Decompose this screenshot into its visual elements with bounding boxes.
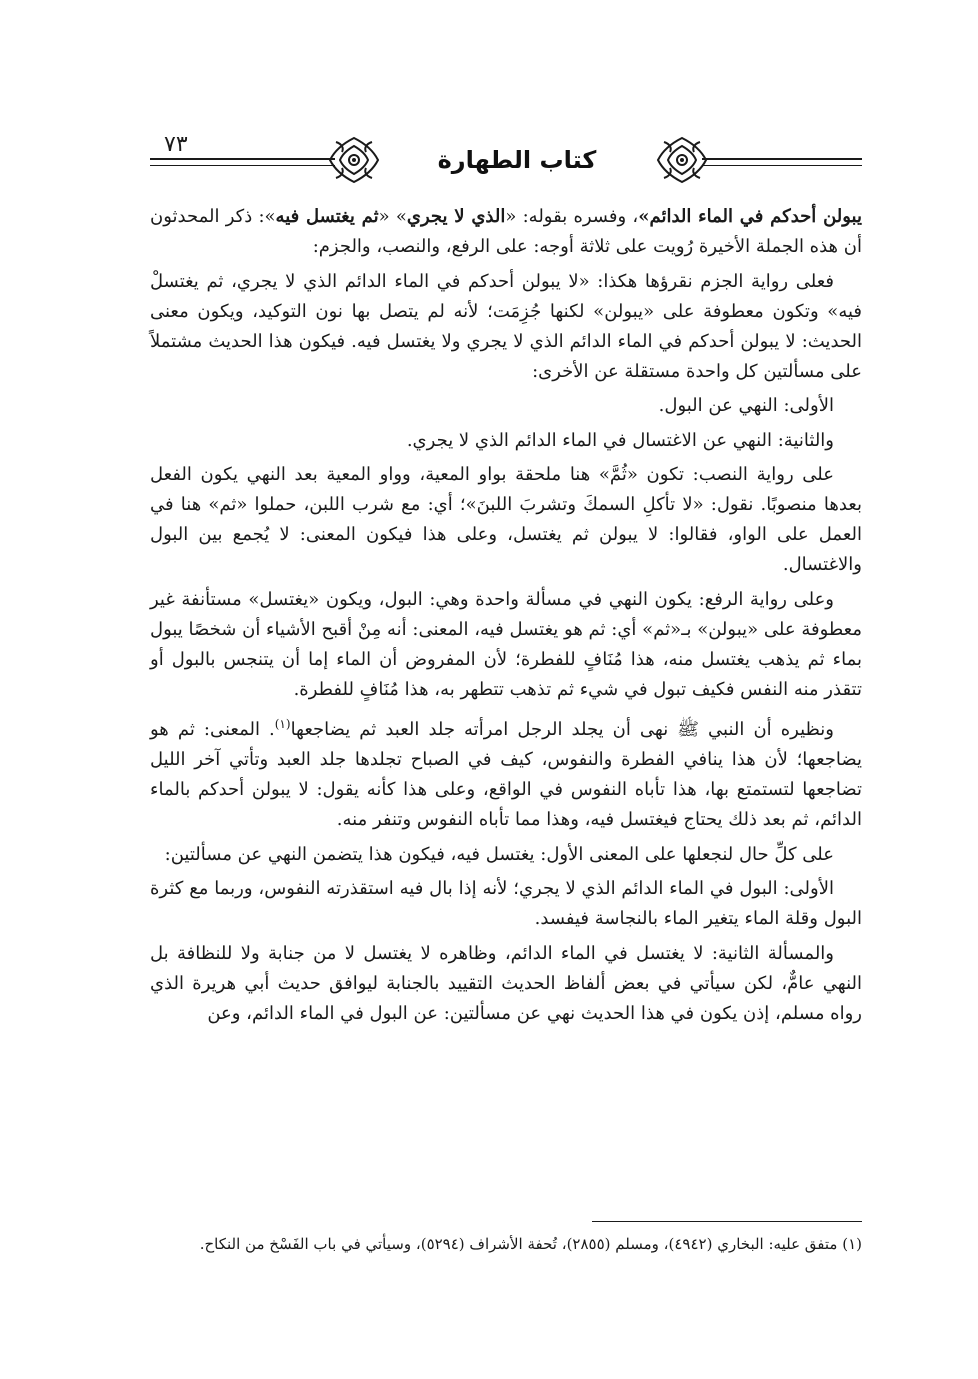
hadith-quote: ثم يغتسل فيه [275, 206, 379, 227]
paragraph-text: » « [378, 206, 407, 227]
paragraph-text: على كلِّ حال لنجعلها على المعنى الأول: يغتسل فيه، فيكون هذا يتضمن النهي عن مسألتين: [164, 843, 834, 865]
paragraph [150, 585, 862, 705]
paragraph [150, 460, 862, 580]
paragraph [150, 939, 862, 1029]
arabesque-ornament-icon [326, 134, 382, 186]
paragraph-text: ونظيره أن النبي ﷺ نهى أن يجلد الرجل امرأته جلد العبد ثم يضاجعها [290, 719, 834, 740]
paragraph [150, 426, 862, 456]
arabesque-ornament-icon [654, 134, 710, 186]
paragraph [150, 709, 862, 835]
paragraph-text: والمسألة الثانية: لا يغتسل في الماء الدائم، وظاهره لا يغتسل لا من جنابة ولا للنظافة بل النهي عامٌّ، لكن سيأتي في بعض ألفاظ الحديث التقييد بالجنابة ليوافق حديث أبي هريرة الذي رواه مسلم، إذن يكون في هذا الحديث نهي عن مسألتين: عن البول في الماء الدائم، وعن [150, 942, 862, 1024]
header-rule-right [702, 158, 862, 166]
paragraph-text: ، وفسره بقوله: « [505, 206, 639, 227]
running-header [150, 118, 862, 198]
hadith-quote: يبولن أحدكم في الماء الدائم» [638, 206, 862, 227]
footnote: (١) متفق عليه: البخاري (٤٩٤٢)، ومسلم (٢٨٥٥)، تُحفة الأشراف (٥٢٩٤)، وسيأتي في باب الفَسْخ من النكاح. [199, 1235, 862, 1253]
paragraph-text: فعلى رواية الجزم نقرؤها هكذا: «لا يبولن أحدكم في الماء الدائم الذي لا يجري، ثم يغتسلْ فيه» وتكون معطوفة على «يبولن» لكنها جُزِمَت؛ لأنه لم يتصل بها نون التوكيد، ويكون معنى الحديث: لا يبولن أحدكم في الماء الدائم الذي لا يجري ولا يغتسل فيه. فيكون هذا الحديث مشتملاً على مسألتين كل واحدة مستقلة عن الأخرى: [150, 270, 862, 382]
footnote-marker: (١) [274, 717, 291, 731]
paragraph-text: والثانية: النهي عن الاغتسال في الماء الدائم الذي لا يجري. [406, 429, 834, 451]
page-number: ٧٣ [164, 132, 188, 157]
hadith-quote: الذي لا يجري [406, 206, 506, 227]
book-page [150, 118, 862, 1253]
paragraph [150, 391, 862, 421]
paragraph [150, 267, 862, 387]
main-text [150, 202, 862, 1033]
paragraph-text: وعلى رواية الرفع: يكون النهي في مسألة واحدة وهي: البول، ويكون «يغتسل» مستأنفة غير معطوفة على «يبولن» بـ«ثم» أي: ثم هو يغتسل فيه، المعنى: أنه مِنْ أقبح الأشياء أن شخصًا يبول بماء ثم يذهب يغتسل منه، هذا مُنَافٍ للفطرة؛ لأن المفروض أن الماء إما أن يتنجس بالبول أو تتقذر منه النفس فكيف تبول في شيء ثم تذهب تتطهر به، هذا مُنَافٍ للفطرة. [150, 588, 862, 700]
paragraph-text: الأولى: البول في الماء الدائم الذي لا يجري؛ لأنه إذا بال فيه استقذرته النفوس، وربما مع كثرة البول وقلة الماء يتغير الماء بالنجاسة فيفسد. [150, 878, 862, 929]
paragraph [150, 840, 862, 870]
chapter-title: كتاب الطهارة [437, 146, 597, 174]
paragraph [150, 874, 862, 934]
header-rule-left [150, 158, 335, 166]
footnote-separator [592, 1221, 862, 1222]
paragraph-text: الأولى: النهي عن البول. [658, 395, 834, 416]
paragraph-text: . المعنى: ثم هو يضاجعها؛ لأن هذا ينافي الفطرة والنفوس، كيف في الصباح تجلدها جلد العبد وتأتي آخر الليل تضاجعها لتستمتع بها، هذا تأباه النفوس في الواقع، وعلى هذا كأنه يقول: لا يبولن أحدكم بالماء الدائم، ثم بعد ذلك يحتاج فيغتسل فيه، وهذا مما تأباه النفوس وتنفر منه. [150, 719, 862, 830]
paragraph-text: »: ذكر المحدثون أن هذه الجملة الأخيرة رُويت على ثلاثة أوجه: على الرفع، والنصب، والجزم: [150, 206, 862, 257]
paragraph [150, 202, 862, 262]
paragraph-text: على رواية النصب: تكون «ثُمَّ» هنا ملحقة بواو المعية، وواو المعية بعد النهي يكون الفعل بعدها منصوبًا. نقول: «لا تأكلِ السمكَ وتشربَ اللبنَ»؛ أي: مع شرب اللبن، حملوا «ثم» هنا في العمل على الواو، فقالوا: لا يبولن ثم يغتسل، وعلى هذا فيكون المعنى: لا يُجمع بين البول والاغتسال. [150, 464, 862, 575]
